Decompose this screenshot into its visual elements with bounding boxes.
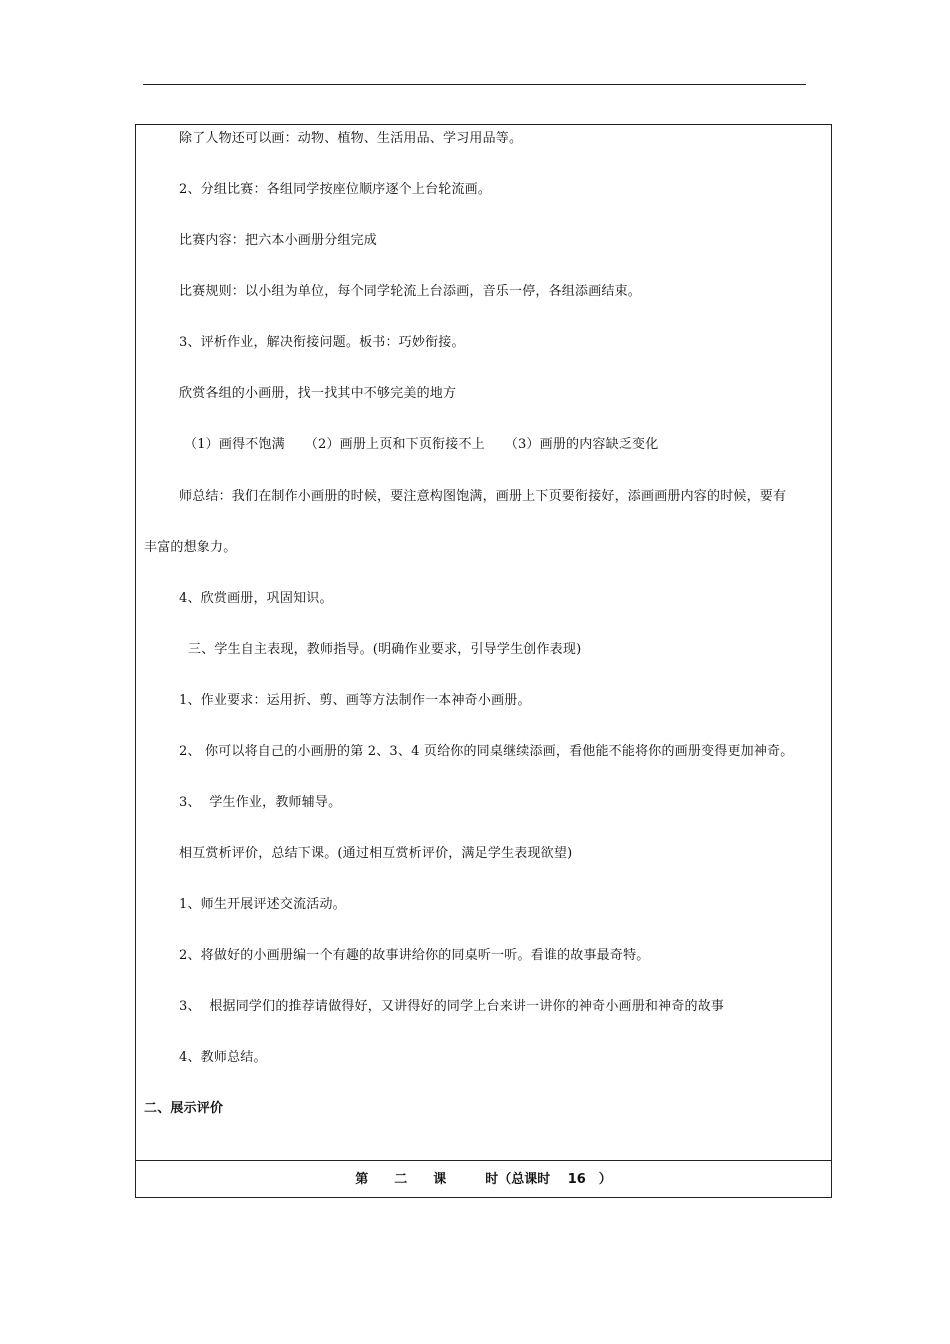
text-line: 三、学生自主表现，教师指导。(明确作业要求，引导学生创作表现): [188, 642, 582, 657]
text-line: 3、评析作业，解决衔接问题。板书：巧妙衔接。: [179, 335, 465, 350]
text-line: 2、将做好的小画册编一个有趣的故事讲给你的同桌听一听。看谁的故事最奇特。: [179, 948, 650, 963]
text-line: 比赛内容：把六本小画册分组完成: [179, 233, 378, 248]
text-line: 3、 学生作业，教师辅导。: [179, 795, 342, 810]
text-line: 除了人物还可以画：动物、植物、生活用品、学习用品等。: [179, 131, 523, 146]
text-line: 欣赏各组的小画册，找一找其中不够完美的地方: [179, 386, 457, 401]
text-line: 比赛规则：以小组为单位，每个同学轮流上台添画，音乐一停，各组添画结束。: [179, 284, 642, 299]
text-line: 相互赏析评价，总结下课。(通过相互赏析评价，满足学生表现欲望): [179, 846, 573, 861]
table-divider: [136, 1160, 831, 1161]
text-line: 3、 根据同学们的推荐请做得好，又讲得好的同学上台来讲一讲你的神奇小画册和神奇的故事: [179, 999, 725, 1014]
lesson-period-footer: 第 二 课 时（总课时 16 ）: [355, 1172, 612, 1187]
section-heading: 二、展示评价: [144, 1101, 224, 1116]
text-line: 4、教师总结。: [179, 1050, 267, 1065]
text-line: 2、分组比赛：各组同学按座位顺序逐个上台轮流画。: [179, 182, 492, 197]
text-line: 4、欣赏画册，巩固知识。: [179, 591, 333, 606]
text-line: 1、师生开展评述交流活动。: [179, 897, 346, 912]
text-line: 1、作业要求：运用折、剪、画等方法制作一本神奇小画册。: [179, 693, 531, 708]
header-rule: [143, 84, 806, 85]
text-line: （1）画得不饱满 （2）画册上页和下页衔接不上 （3）画册的内容缺乏变化: [184, 437, 659, 452]
text-line: 丰富的想象力。: [144, 540, 237, 555]
text-line: 师总结：我们在制作小画册的时候，要注意构图饱满，画册上下页要衔接好，添画画册内容的时候，要有: [179, 489, 787, 504]
text-line: 2、 你可以将自己的小画册的第 2、3、4 页给你的同桌继续添画，看他能不能将你的画册变得更加神奇。: [179, 744, 794, 759]
lesson-plan-box: [135, 124, 832, 1198]
